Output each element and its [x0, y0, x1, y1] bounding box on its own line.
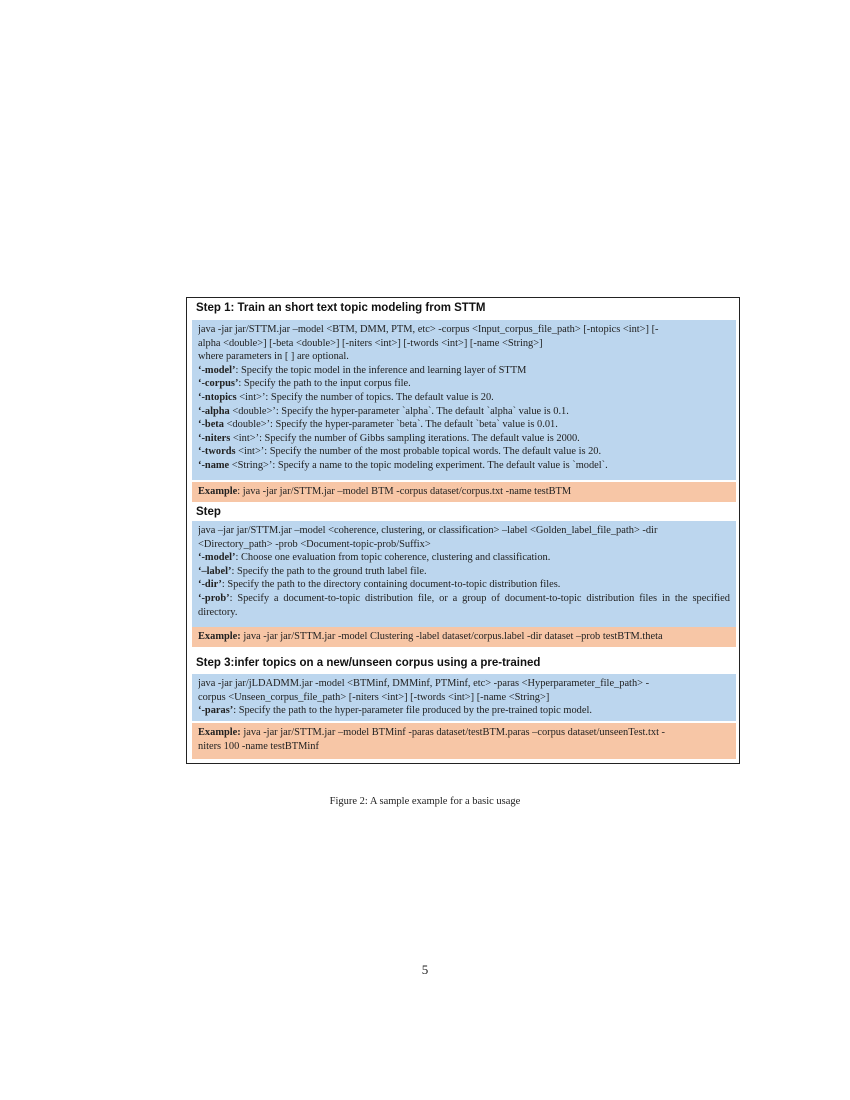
step3-example-panel [192, 723, 736, 759]
step2-param-dir: ‘-dir’: Specify the path to the directory containing document-to-topic distribution files. [198, 579, 561, 591]
step1-param-beta: ‘-beta <double>’: Specify the hyper-parameter `beta`. The default `beta` value is 0.01. [198, 419, 558, 431]
page-number: 5 [421, 962, 429, 977]
step1-command-line: alpha <double>] [-beta <double>] [-niters <int>] [-twords <int>] [-name <String>] [198, 337, 543, 349]
step1-command-panel [192, 320, 736, 480]
figure-caption: Figure 2: A sample example for a basic usage [329, 796, 521, 807]
step1-param-name: ‘-name <String>’: Specify a name to the topic modeling experiment. The default value is `model`. [198, 459, 608, 471]
step2-title: Step [196, 506, 221, 518]
step3-example: Example: java -jar jar/STTM.jar –model BTMinf -paras dataset/testBTM.paras –corpus dataset/unseenTest.txt - [198, 727, 666, 738]
step3-command-line: corpus <Unseen_corpus_file_path> [-niters <int>] [-twords <int>] [-name <String>] [198, 691, 550, 703]
step2-param-prob: ‘-prob’: Specify a document-to-topic distribution file, or a group of document-to-topic distribution files in the specified directory. [198, 592, 730, 618]
step1-param-alpha: ‘-alpha <double>’: Specify the hyper-parameter `alpha`. The default `alpha` value is 0.1. [198, 405, 569, 417]
step1-param-corpus: ‘-corpus’: Specify the path to the input corpus file. [198, 378, 411, 390]
step2-command-panel [192, 521, 736, 627]
step3-param-paras: ‘-paras’: Specify the path to the hyper-parameter file produced by the pre-trained topic model. [198, 705, 592, 717]
step2-command-line: java –jar jar/STTM.jar –model <coherence, clustering, or classification> –label <Golden_label_file_path> -dir [198, 525, 658, 536]
step1-title: Step 1: Train an short text topic modeling from STTM [196, 302, 486, 314]
step1-param-niters: ‘-niters <int>’: Specify the number of Gibbs sampling iterations. The default value is 2000. [198, 432, 580, 444]
step1-example: Example: java -jar jar/STTM.jar –model BTM -corpus dataset/corpus.txt -name testBTM [198, 486, 572, 497]
step1-param-twords: ‘-twords <int>’: Specify the number of the most probable topical words. The default value is 20. [198, 446, 602, 458]
step1-example-panel [192, 482, 736, 502]
step3-title: Step 3:infer topics on a new/unseen corpus using a pre-trained [196, 657, 541, 669]
step2-example: Example: java -jar jar/STTM.jar -model Clustering -label dataset/corpus.label -dir dataset –prob testBTM.theta [198, 631, 663, 642]
step2-example-panel [192, 627, 736, 647]
step2-command-line: <Directory_path> -prob <Document-topic-prob/Suffix> [198, 538, 431, 550]
step3-command-panel [192, 674, 736, 721]
step1-command-line: where parameters in [ ] are optional. [198, 351, 349, 363]
step1-param-model: ‘-model’: Specify the topic model in the inference and learning layer of STTM [198, 364, 527, 376]
step1-param-ntopics: ‘-ntopics <int>’: Specify the number of topics. The default value is 20. [198, 391, 494, 403]
step1-command-line: java -jar jar/STTM.jar –model <BTM, DMM, PTM, etc> -corpus <Input_corpus_file_path> [-ntopics <int>] [- [198, 324, 659, 335]
step3-example-continued: niters 100 -name testBTMinf [198, 740, 319, 752]
step2-param-label: ‘–label’: Specify the path to the ground truth label file. [198, 565, 427, 577]
step2-param-model: ‘-model’: Choose one evaluation from topic coherence, clustering and classification. [198, 552, 551, 564]
step3-command-line: java -jar jar/jLDADMM.jar -model <BTMinf, DMMinf, PTMinf, etc> -paras <Hyperparameter_file_path> - [198, 678, 650, 689]
